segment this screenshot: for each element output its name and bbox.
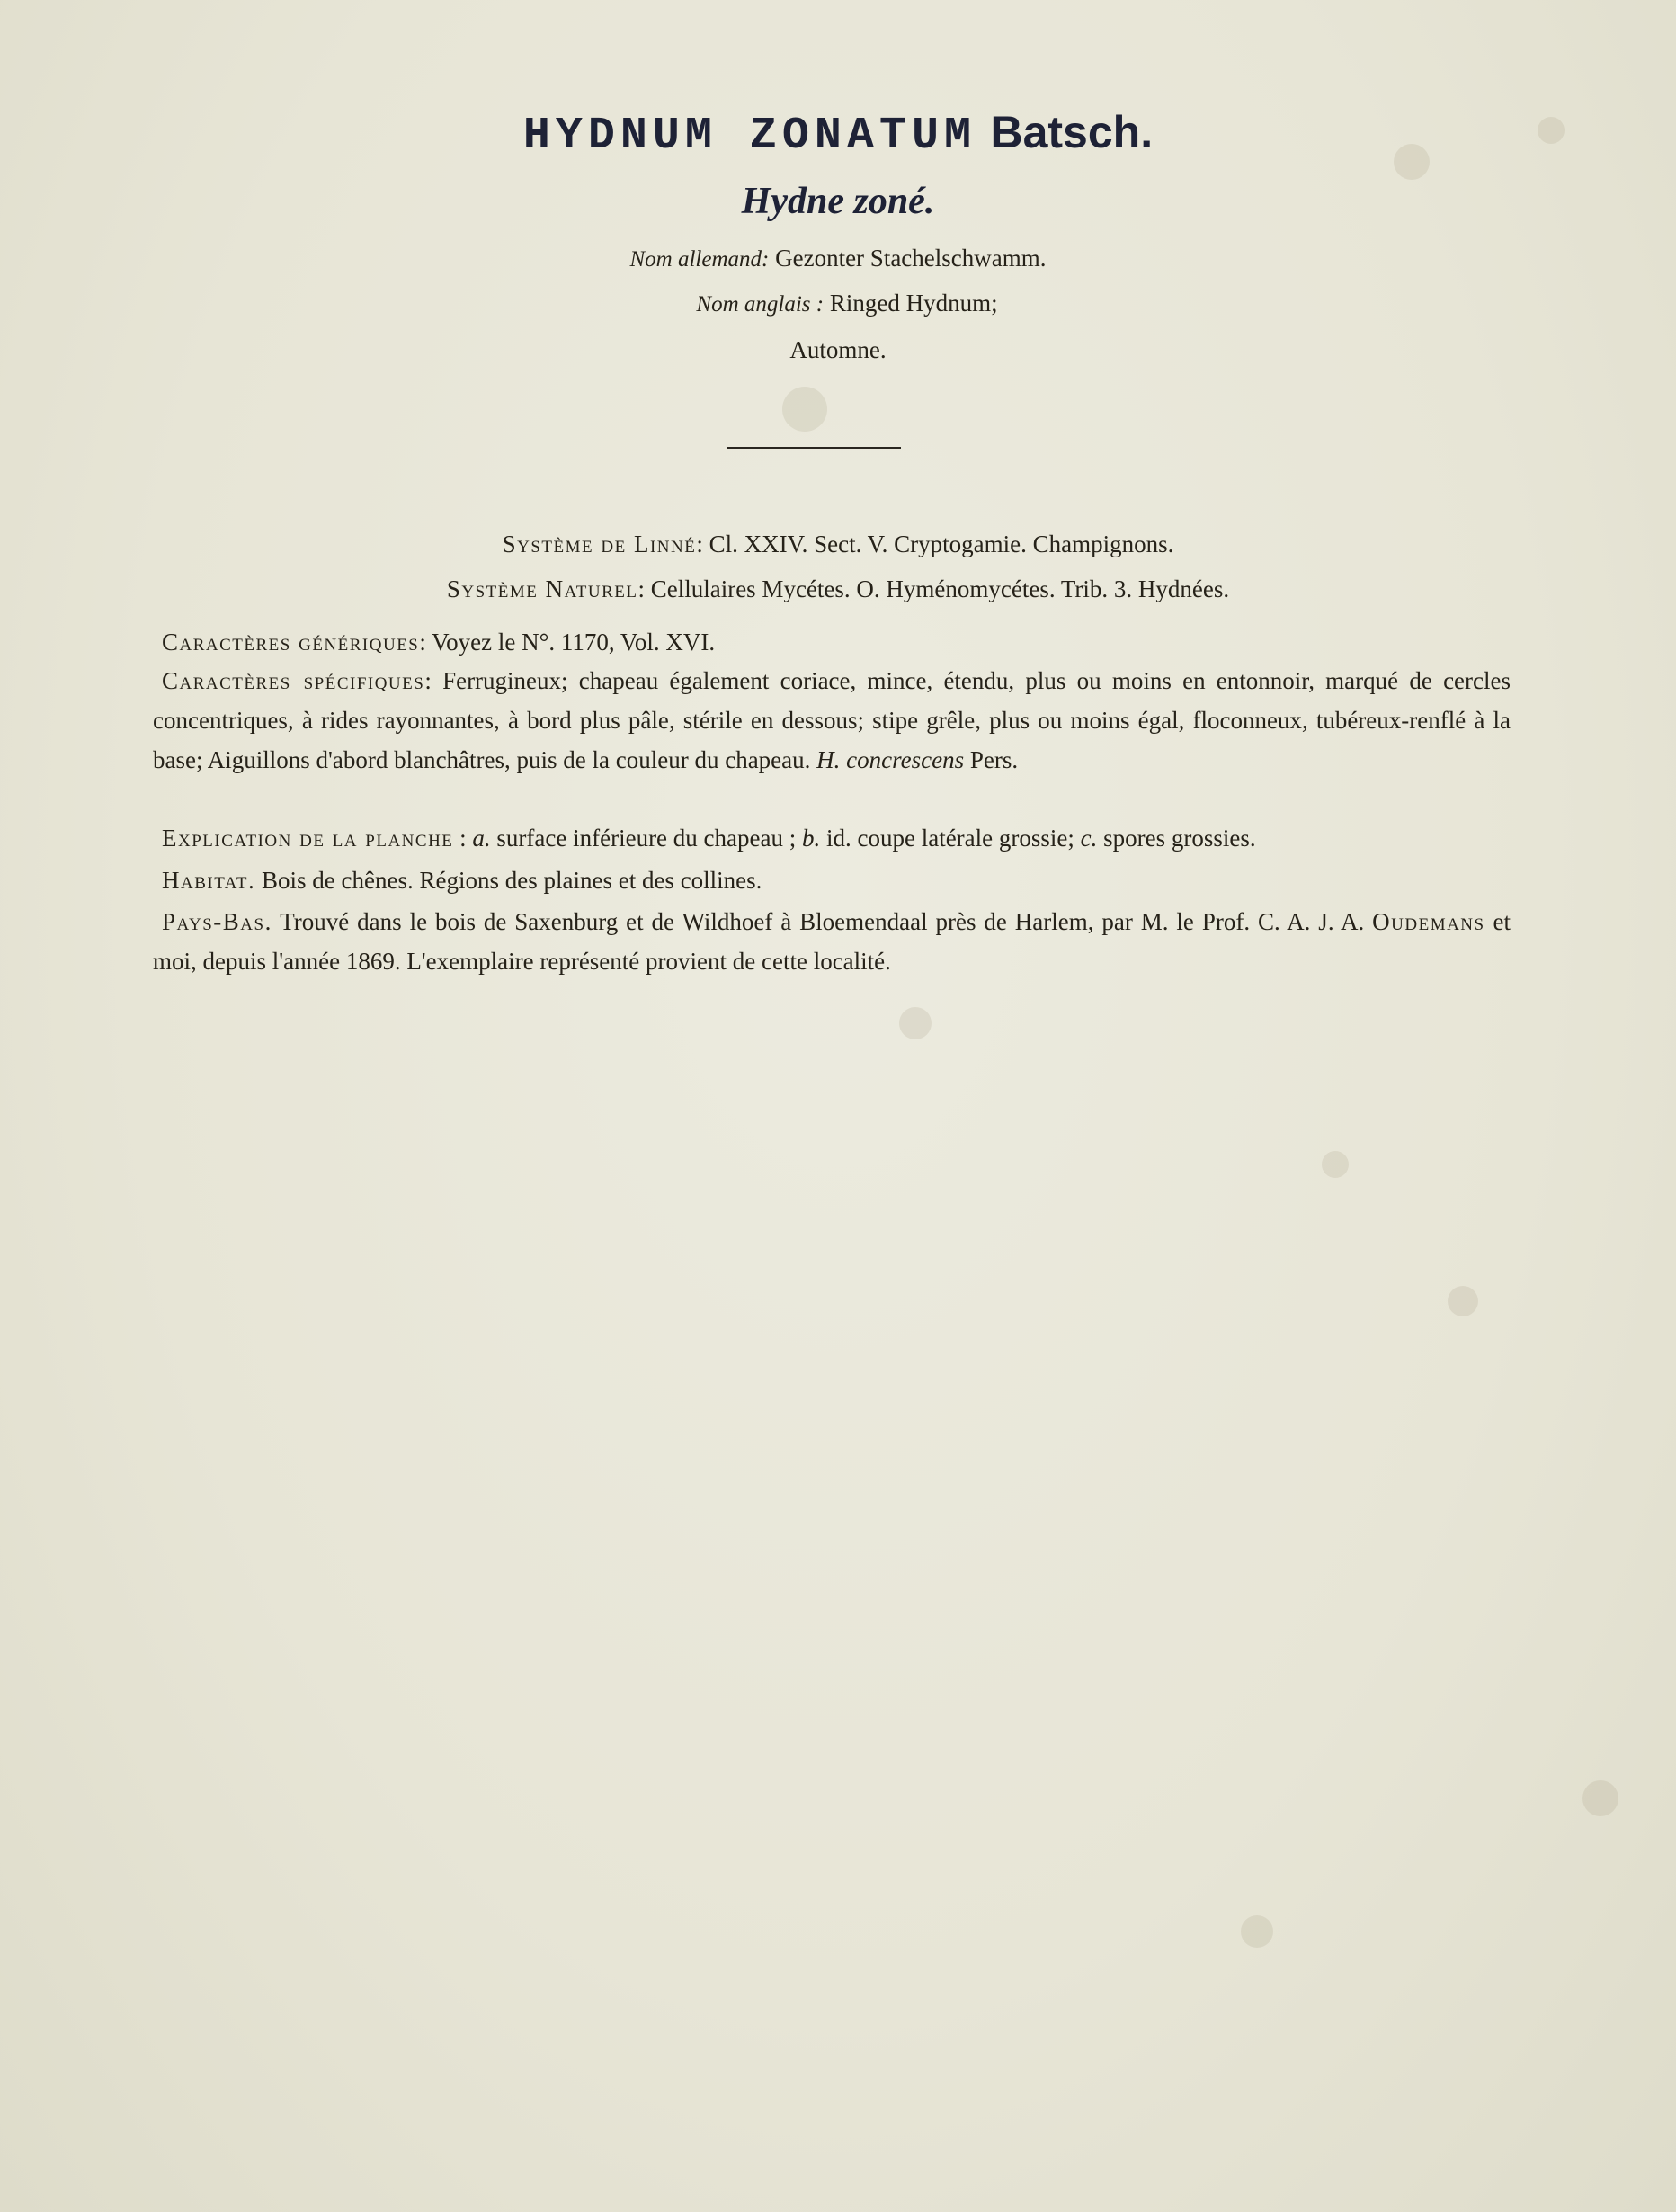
divider: [727, 447, 901, 449]
planche-a: a.: [472, 825, 491, 852]
specifiques-text: : Ferrugineux; chapeau également coriace, mince, étendu, plus ou moins en entonnoir, marqué de cercles concentriques, à rides rayonnantes, à bord plus pâle, stérile en dessous; stipe grêle, plus ou moins égal, floconneux, tubéreux-renflé à la base; Aiguillons d'abord blanchâtres, puis de la couleur du chapeau.: [153, 667, 1511, 773]
specific-characters: [153, 661, 1511, 780]
english-label: Nom anglais :: [696, 292, 825, 317]
linne-text: : Cl. XXIV. Sect. V. Cryptogamie. Champignons.: [696, 531, 1174, 557]
habitat: [153, 861, 1511, 900]
paysbas-text-2: et moi, depuis l'année 1869. L'exemplaire représenté provient de cette localité.: [153, 908, 1511, 975]
naturel-label: Système Naturel: [446, 575, 638, 602]
naturel-text: : Cellulaires Mycétes. O. Hyménomycétes. Trib. 3. Hydnées.: [637, 575, 1230, 602]
season: Automne.: [789, 336, 887, 363]
natural-system: [0, 575, 1676, 603]
planche-label: Explication de la planche: [162, 825, 454, 852]
english-name: Ringed Hydnum;: [829, 290, 998, 317]
paper-spot: [1322, 1151, 1349, 1178]
planche-b: b.: [801, 825, 821, 852]
specifiques-synonym-author: Pers.: [969, 746, 1019, 773]
planche-c: c.: [1080, 825, 1098, 852]
plate-explanation: Explication de la planche : a. surface inférieure du chapeau ; b. id. coupe latérale grossie; c. spores grossies.: [162, 825, 1256, 852]
german-label: Nom allemand:: [629, 247, 770, 272]
specifiques-synonym: H. concrescens: [816, 746, 965, 773]
planche-a-text: surface inférieure du chapeau ;: [496, 825, 797, 852]
generic-characters: [153, 622, 1511, 662]
paysbas-text-1: Trouvé dans le bois de Saxenburg et de Wildhoef à Bloemendaal près de Harlem, par M. le Prof. C. A. J. A.: [280, 908, 1365, 935]
english-name-line: [0, 290, 1676, 317]
paper-spot: [1448, 1286, 1478, 1316]
paysbas-label: Pays-Bas.: [162, 908, 272, 935]
page-title: [0, 106, 1676, 162]
german-name: Gezonter Stachelschwamm.: [775, 245, 1047, 272]
linne-system: [0, 531, 1676, 558]
linne-label: Système de Linné: [502, 531, 697, 557]
pays-bas: [153, 902, 1511, 981]
title-author: Batsch.: [990, 107, 1154, 157]
planche-b-text: id. coupe latérale grossie;: [825, 825, 1074, 852]
title-genus: HYDNUM ZONATUM: [522, 111, 976, 162]
paper-spot: [782, 387, 827, 432]
habitat-label: Habitat.: [162, 867, 256, 894]
planche-c-text: spores grossies.: [1103, 825, 1256, 852]
french-name: Hydne zoné.: [741, 181, 935, 222]
generiques-text: : Voyez le N°. 1170, Vol. XVI.: [419, 629, 716, 656]
generiques-label: Caractères génériques: [162, 629, 420, 656]
paper-spot: [899, 1007, 932, 1039]
paysbas-name: Oudemans: [1372, 908, 1485, 935]
german-name-line: [0, 245, 1676, 272]
paper-spot: [1582, 1780, 1618, 1816]
habitat-text: Bois de chênes. Régions des plaines et des collines.: [262, 867, 762, 894]
specifiques-label: Caractères spécifiques: [162, 667, 425, 694]
paper-spot: [1241, 1915, 1273, 1948]
